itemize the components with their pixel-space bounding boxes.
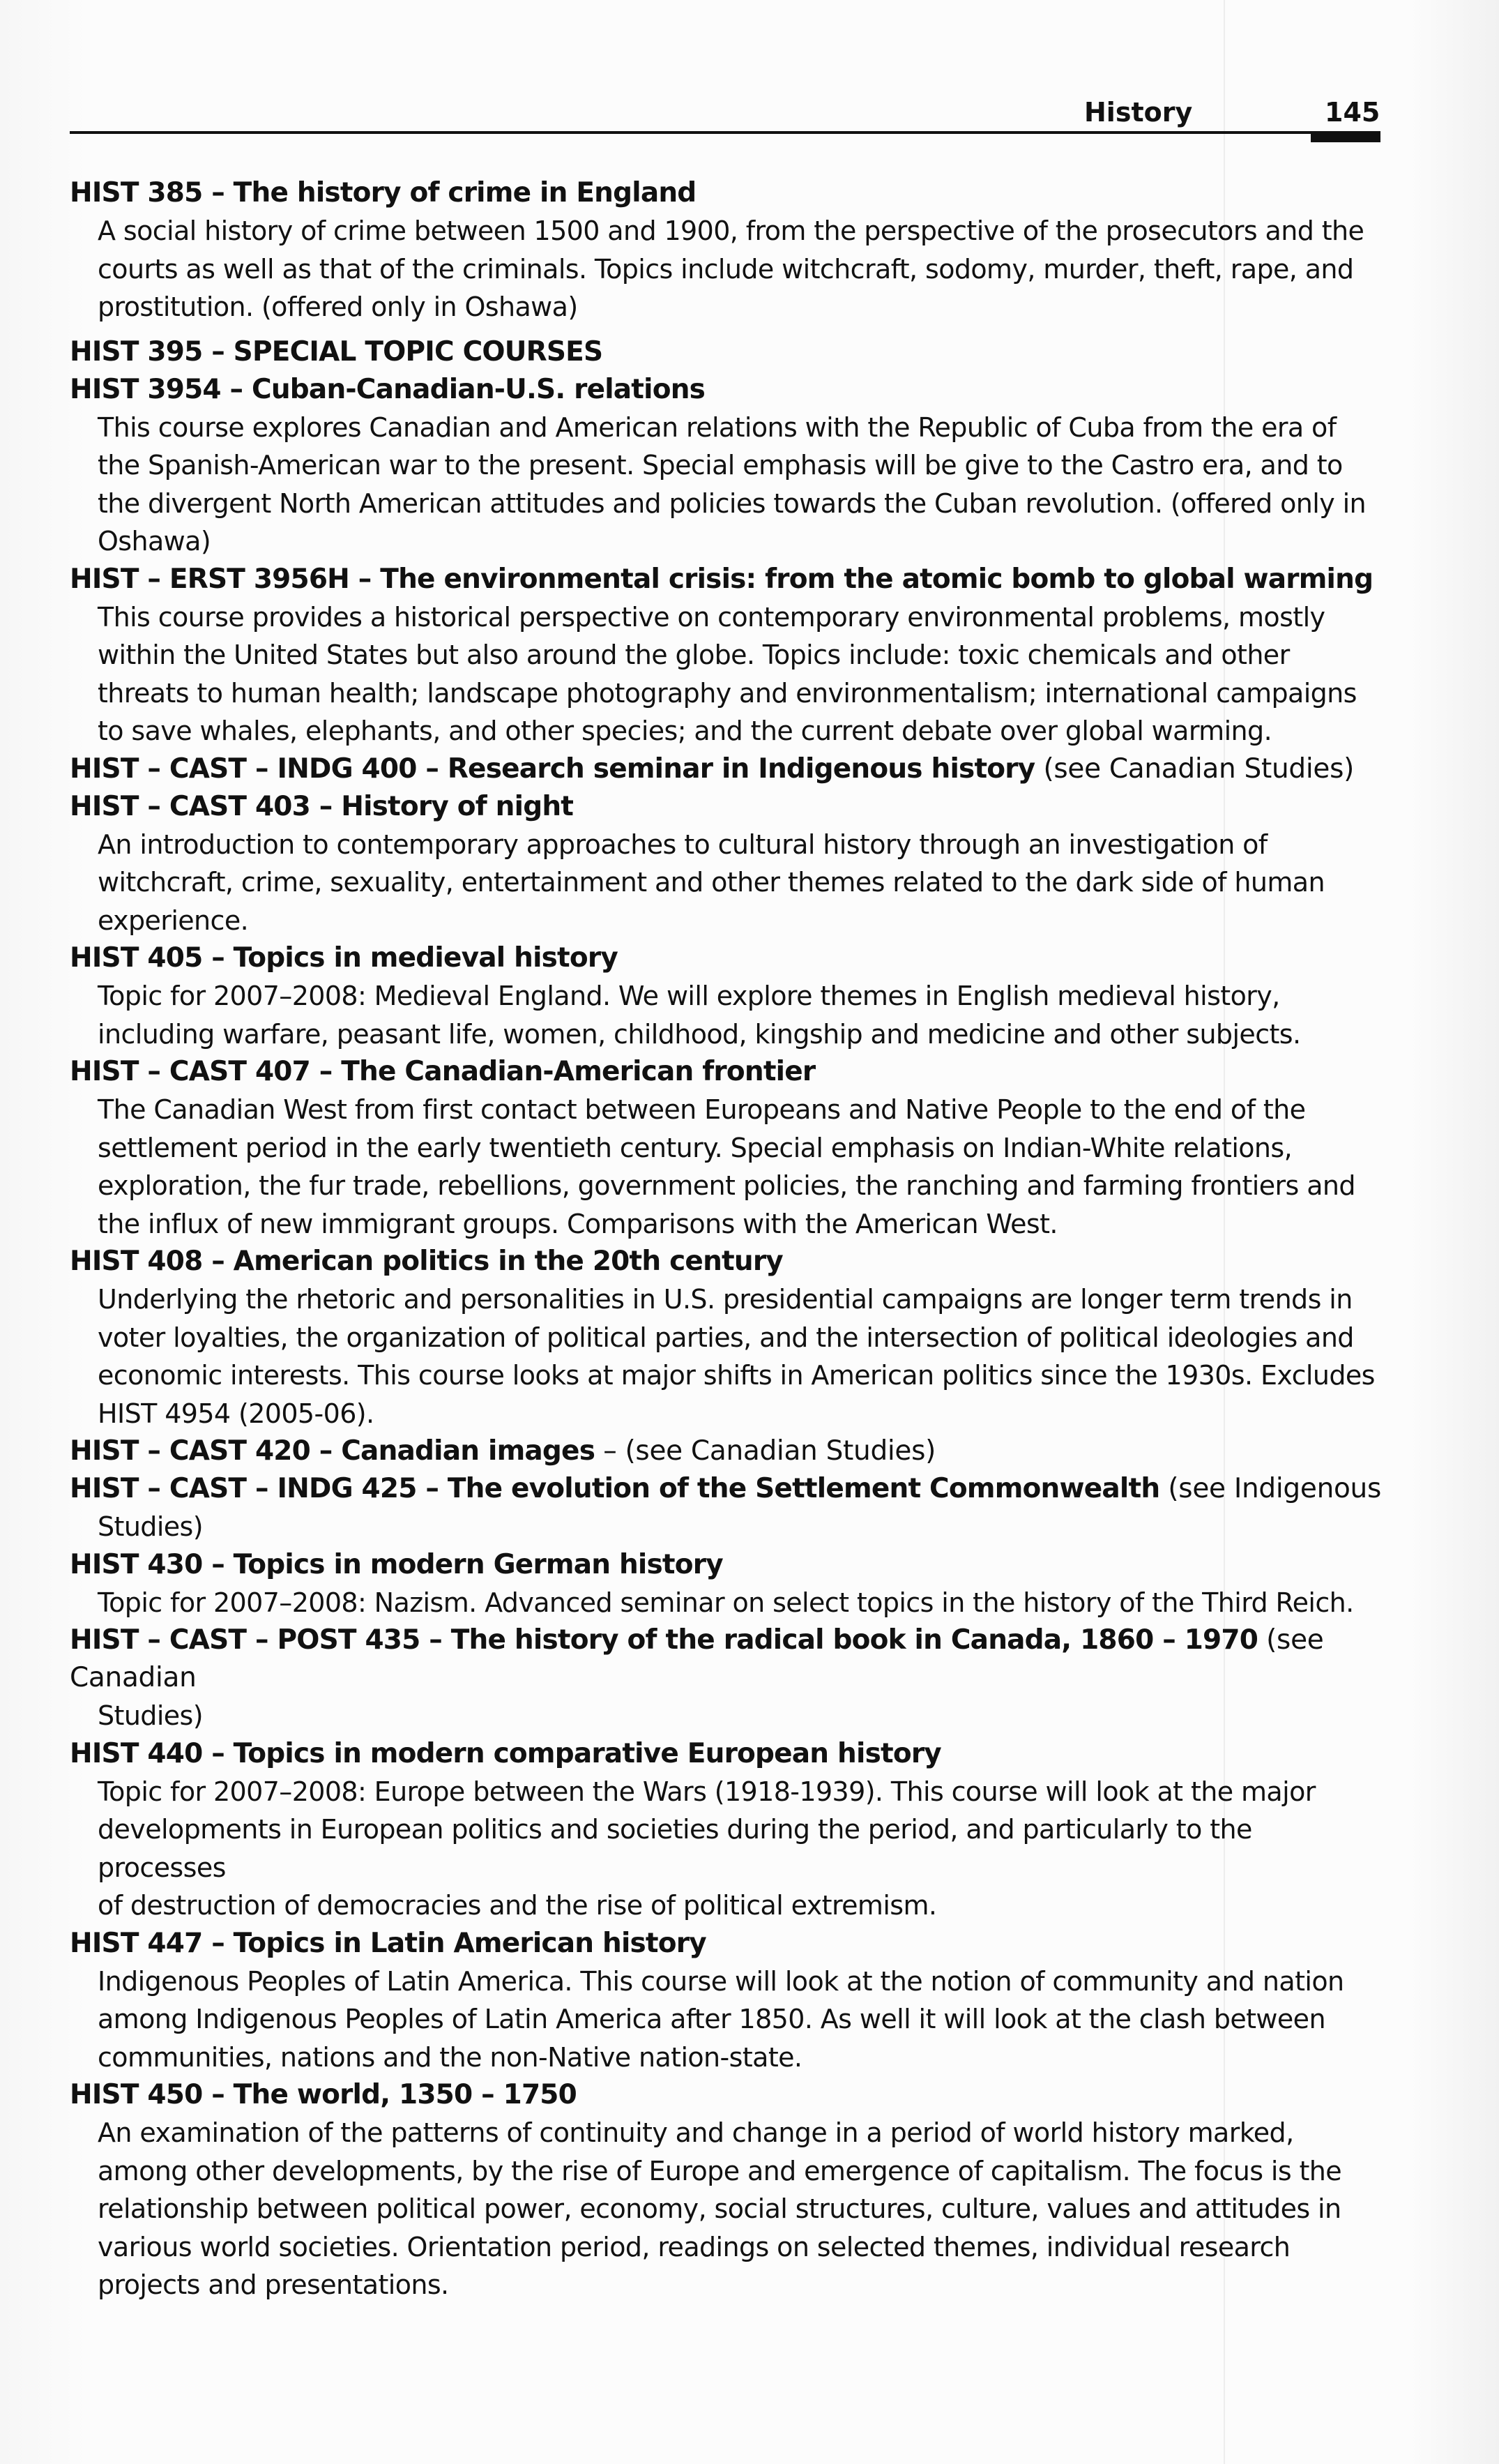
course-heading [70, 1735, 1387, 1773]
course-title: HIST – CAST – POST 435 – The history of the radical book in Canada, 1860 – 1970 [70, 1624, 1258, 1656]
course-entry [70, 1622, 1387, 1735]
course-cross-reference: – (see Canadian Studies) [595, 1435, 936, 1467]
course-description-line: Topic for 2007–2008: Nazism. Advanced seminar on select topics in the history of the Third Reich. [98, 1587, 1354, 1618]
course-entry [70, 1925, 1387, 2077]
course-title: HIST 450 – The world, 1350 – 1750 [70, 2079, 577, 2110]
course-entry [70, 2076, 1387, 2304]
course-description-line: Oshawa) [98, 526, 211, 557]
course-entry [70, 174, 1387, 326]
course-description-line: HIST 4954 (2005-06). [98, 1398, 374, 1429]
header-rule [70, 131, 1380, 134]
course-title: HIST 447 – Topics in Latin American history [70, 1927, 706, 1959]
course-description-line: exploration, the fur trade, rebellions, government policies, the ranching and farming frontiers and [98, 1170, 1355, 1201]
course-description-line: Studies) [98, 1700, 203, 1731]
course-entry [70, 750, 1387, 788]
course-description-line: including warfare, peasant life, women, childhood, kingship and medicine and other subjects. [98, 1018, 1301, 1050]
course-description-line: economic interests. This course looks at major shifts in American politics since the 1930s. Excludes [98, 1360, 1375, 1391]
course-description-line: Topic for 2007–2008: Medieval England. We will explore themes in English medieval history, [98, 981, 1280, 1011]
course-description-line: to save whales, elephants, and other species; and the current debate over global warming. [98, 716, 1272, 746]
course-cross-reference: (see Canadian Studies) [1035, 753, 1354, 785]
course-description-line: projects and presentations. [98, 2269, 449, 2300]
course-heading [70, 333, 1387, 371]
course-description-line: among other developments, by the rise of Europe and emergence of capitalism. The focus is the [98, 2155, 1342, 2186]
course-entry [70, 939, 1387, 1053]
course-description-line: witchcraft, crime, sexuality, entertainment and other themes related to the dark side of human [98, 867, 1325, 898]
course-title: HIST – CAST 403 – History of night [70, 790, 574, 822]
course-description-line: various world societies. Orientation period, readings on selected themes, individual research [98, 2231, 1291, 2262]
course-cross-reference: (see Canadian [70, 1624, 1324, 1693]
course-title: HIST 385 – The history of crime in England [70, 177, 697, 209]
course-entry [70, 788, 1387, 940]
course-heading [70, 371, 1387, 409]
course-entry [70, 371, 1387, 561]
page-number: 145 [1325, 97, 1380, 128]
course-description-line: experience. [98, 905, 249, 936]
course-description-line: This course explores Canadian and American relations with the Republic of Cuba from the era of [98, 411, 1337, 443]
course-description-line: The Canadian West from first contact between Europeans and Native People to the end of the [98, 1094, 1306, 1125]
course-heading [70, 1433, 1387, 1470]
course-heading [70, 1546, 1387, 1584]
course-description-line: the Spanish-American war to the present. Special emphasis will be give to the Castro era, and to [98, 450, 1343, 481]
page-header [70, 96, 1380, 152]
course-title: HIST 440 – Topics in modern comparative European history [70, 1737, 941, 1769]
course-description-line: voter loyalties, the organization of political parties, and the intersection of political ideologies and [98, 1322, 1354, 1353]
course-entry [70, 1433, 1387, 1470]
course-description-line: Studies) [98, 1511, 203, 1542]
course-title: HIST 3954 – Cuban-Canadian-U.S. relations [70, 373, 706, 405]
course-description-line: the influx of new immigrant groups. Comparisons with the American West. [98, 1208, 1058, 1239]
course-heading [70, 2076, 1387, 2114]
course-entry [70, 1243, 1387, 1433]
course-heading [70, 939, 1387, 977]
course-description-line: A social history of crime between 1500 and 1900, from the perspective of the prosecutors and the [98, 216, 1364, 246]
course-description-line: settlement period in the early twentieth century. Special emphasis on Indian-White relations, [98, 1132, 1293, 1163]
course-description-line: An introduction to contemporary approaches to cultural history through an investigation of [98, 829, 1268, 860]
course-heading [70, 788, 1387, 826]
running-head: History [1084, 97, 1193, 128]
course-description-line: Topic for 2007–2008: Europe between the Wars (1918-1939). This course will look at the major [98, 1776, 1316, 1807]
course-heading [70, 1622, 1387, 1697]
course-cross-reference: (see Indigenous [1159, 1473, 1381, 1504]
course-description-line: Indigenous Peoples of Latin America. This course will look at the notion of community and nation [98, 1965, 1344, 1997]
course-title: HIST – CAST – INDG 425 – The evolution of the Settlement Commonwealth [70, 1473, 1160, 1504]
course-heading [70, 561, 1387, 598]
course-entry [70, 1053, 1387, 1243]
course-heading [70, 1243, 1387, 1280]
header-rule-accent [1311, 134, 1380, 142]
course-description-line: among Indigenous Peoples of Latin America after 1850. As well it will look at the clash between [98, 2004, 1325, 2034]
course-title: HIST 405 – Topics in medieval history [70, 942, 618, 974]
course-title: HIST – CAST – INDG 400 – Research seminar in Indigenous history [70, 753, 1035, 785]
course-title: HIST – ERST 3956H – The environmental crisis: from the atomic bomb to global warming [70, 563, 1374, 595]
course-description-line: Underlying the rhetoric and personalities in U.S. presidential campaigns are longer term trends in [98, 1284, 1353, 1315]
course-description-line: of destruction of democracies and the rise of political extremism. [98, 1890, 937, 1921]
course-heading [70, 750, 1387, 788]
course-description-line: threats to human health; landscape photography and environmentalism; international campaigns [98, 677, 1357, 709]
course-description-line: prostitution. (offered only in Oshawa) [98, 292, 578, 322]
course-title: HIST 395 – SPECIAL TOPIC COURSES [70, 335, 603, 368]
course-description-line: An examination of the patterns of continuity and change in a period of world history marked, [98, 2117, 1294, 2148]
course-listing [70, 174, 1387, 2304]
course-heading [70, 1925, 1387, 1963]
course-heading [70, 174, 1387, 212]
course-heading [70, 1470, 1387, 1508]
course-description-line: relationship between political power, economy, social structures, culture, values and attitudes in [98, 2193, 1341, 2224]
course-description-line: This course provides a historical perspective on contemporary environmental problems, mostly [98, 601, 1325, 633]
course-description-line: the divergent North American attitudes and policies towards the Cuban revolution. (offered only in [98, 487, 1367, 519]
course-title: HIST – CAST 420 – Canadian images [70, 1435, 595, 1467]
course-description-line: communities, nations and the non-Native nation-state. [98, 2041, 802, 2073]
course-entry [70, 1470, 1387, 1546]
course-title: HIST 408 – American politics in the 20th century [70, 1246, 783, 1277]
course-entry [70, 561, 1387, 750]
course-description-line: courts as well as that of the criminals. Topics include witchcraft, sodomy, murder, theft, rape, and [98, 253, 1354, 285]
course-heading [70, 1053, 1387, 1091]
course-entry [70, 1546, 1387, 1622]
course-title: HIST 430 – Topics in modern German history [70, 1548, 723, 1580]
course-description-line: developments in European politics and societies during the period, and particularly to the processes [98, 1814, 1252, 1883]
course-title: HIST – CAST 407 – The Canadian-American frontier [70, 1056, 816, 1087]
course-description-line: within the United States but also around the globe. Topics include: toxic chemicals and other [98, 640, 1290, 670]
course-entry [70, 1735, 1387, 1925]
course-entry [70, 333, 1387, 371]
